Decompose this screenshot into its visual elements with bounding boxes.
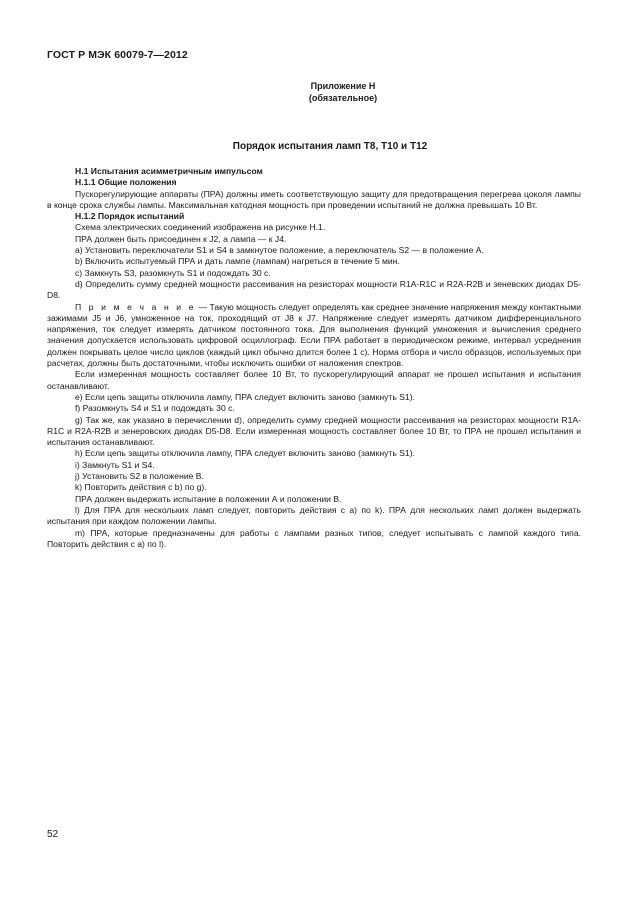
section-heading: Н.1 Испытания асимметричным импульсом: [75, 166, 263, 176]
annex-heading: [0, 80, 630, 104]
note-paragraph: [47, 302, 581, 370]
list-item: c) Замкнуть S3, разомкнуть S1 и подождать 30 с.: [75, 267, 271, 278]
annex-status: (обязательное): [308, 93, 378, 103]
list-item: m) ПРА, которые предназначены для работы с лампами разных типов, следует испытывать с лампой каждого типа. Повторить действия с a) по l).: [47, 527, 581, 549]
note-label: П р и м е ч а н и е: [75, 301, 197, 312]
paragraph: Пускорегулирующие аппараты (ПРА) должны иметь соответствующую защиту для предотвращения перегрева цоколя лампы в конце срока службы лампы. Максимальная катодная мощность при проведении испытаний не должна превышать 10 Вт.: [47, 188, 581, 210]
list-item: f) Разомкнуть S4 и S1 и подождать 30 с.: [75, 403, 235, 414]
list-item: d) Определить сумму средней мощности рассеивания на резисторах мощности R1A-R1C и R2A-R2B и зеневских диодах D5-D8.: [47, 278, 581, 301]
list-item: i) Замкнуть S1 и S4.: [75, 459, 155, 470]
list-item: g) Так же, как указано в перечислении d), определить сумму средней мощности рассеивания на резисторах мощности R1A-R1C и R2A-R2B и зенеровских диодах D5-D8. Если измеренная мощность составляет более 10 Вт, то ПРА не прошел испытания и испытания останавливают.: [47, 414, 581, 448]
list-item: e) Если цепь защиты отключила лампу, ПРА следует включить заново (замкнуть S1).: [75, 391, 415, 402]
list-item: a) Установить переключатели S1 и S4 в замкнутое положение, а переключатель S2 — в положение А.: [75, 245, 484, 256]
paragraph: Схема электрических соединений изображена на рисунке Н.1.: [75, 222, 326, 233]
list-item: b) Включить испытуемый ПРА и дать лампе (лампам) нагреться в течение 5 мин.: [75, 256, 400, 267]
page-number: 52: [47, 829, 59, 840]
list-item: l) Для ПРА для нескольких ламп следует, повторить действия с a) по k). ПРА для нескольких ламп должен выдержать испытания при каждом положении лампы.: [47, 504, 581, 527]
paragraph: ПРА должен быть присоединен к J2, а лампа — к J4.: [75, 233, 287, 244]
annex-title: Порядок испытания ламп Т8, Т10 и Т12: [232, 141, 428, 152]
list-item: h) Если цепь защиты отключила лампу, ПРА следует включить заново (замкнуть S1).: [75, 448, 415, 459]
document-body: [47, 166, 581, 550]
list-item: k) Повторить действия с b) по g).: [75, 482, 207, 493]
paragraph: Если измеренная мощность составляет более 10 Вт, то пускорегулирующий аппарат не прошел испытания и испытания останавливают.: [47, 369, 581, 391]
subsection-heading: Н.1.1 Общие положения: [75, 177, 177, 188]
list-item: j) Установить S2 в положение В.: [75, 471, 204, 482]
subsection-heading: Н.1.2 Порядок испытаний: [75, 211, 185, 222]
annex-label: Приложение Н: [310, 81, 376, 91]
document-header: ГОСТ Р МЭК 60079-7—2012: [47, 49, 188, 61]
note-text: — Такую мощность следует определять как среднее значение напряжения между контактными зажимами J5 и J6, умноженное на ток, проходящий от J8 к J7. Напряжение следует измерять датчиком дифференциального напряжения, ток следует измерять датчиком постоянного тока. Для выполнения функций умножения и вычисления среднего значения допускается использовать цифровой осциллограф. Если ПРА работает в периодическом режиме, интервал усреднения должен покрывать целое число циклов (каждый цикл обычно длится более 1 с). Норма отбора и число образцов, используемых при расчетах, должны быть достаточными, чтобы исключить ошибки от наложения спектров.: [47, 301, 582, 369]
paragraph: ПРА должен выдержать испытание в положении А и положении В.: [75, 493, 342, 504]
